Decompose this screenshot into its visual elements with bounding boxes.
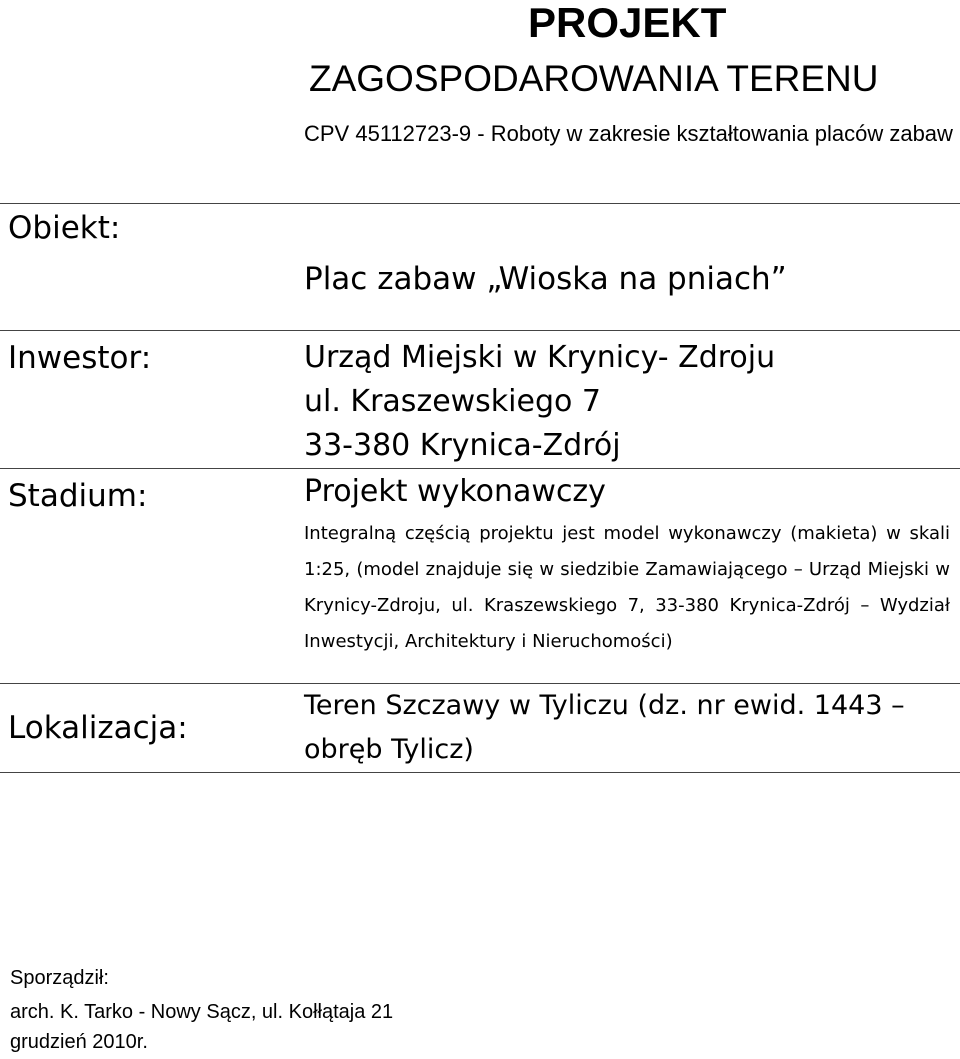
divider-3 xyxy=(0,468,960,469)
inwestor-label: Inwestor: xyxy=(8,340,152,376)
lokalizacja-value: Teren Szczawy w Tyliczu (dz. nr ewid. 1443 – obręb Tylicz) xyxy=(304,690,905,765)
cpv-code: CPV 45112723-9 - Roboty w zakresie kształtowania placów zabaw xyxy=(304,121,953,146)
document-subtitle: ZAGOSPODAROWANIA TERENU xyxy=(309,58,879,99)
prepared-author: arch. K. Tarko - Nowy Sącz, ul. Kołłątaja 21 xyxy=(10,1001,394,1023)
divider-2 xyxy=(0,330,960,331)
divider-5 xyxy=(0,772,960,773)
divider-1 xyxy=(0,203,960,204)
prepared-label: Sporządził: xyxy=(10,967,109,989)
lokalizacja-label: Lokalizacja: xyxy=(8,710,188,746)
document-title: PROJEKT xyxy=(528,0,727,46)
obiekt-value: Plac zabaw „Wioska na pniach” xyxy=(304,261,787,297)
stadium-note: Integralną częścią projektu jest model wykonawczy (makieta) w skali 1:25, (model znajduje się w siedzibie Zamawiającego – Urząd Miejski w Krynicy-Zdroju, ul. Kraszewskiego 7, 33-380 Krynica-Zdrój – Wydział Inwestycji, Architektury i Nieruchomości) xyxy=(304,523,950,652)
inwestor-line-2: ul. Kraszewskiego 7 xyxy=(304,384,601,419)
inwestor-line-1: Urząd Miejski w Krynicy- Zdroju xyxy=(304,340,776,375)
prepared-date: grudzień 2010r. xyxy=(10,1031,148,1053)
inwestor-line-3: 33-380 Krynica-Zdrój xyxy=(304,428,621,463)
stadium-label: Stadium: xyxy=(8,478,148,514)
obiekt-label: Obiekt: xyxy=(8,210,121,246)
stadium-value: Projekt wykonawczy xyxy=(304,474,606,509)
